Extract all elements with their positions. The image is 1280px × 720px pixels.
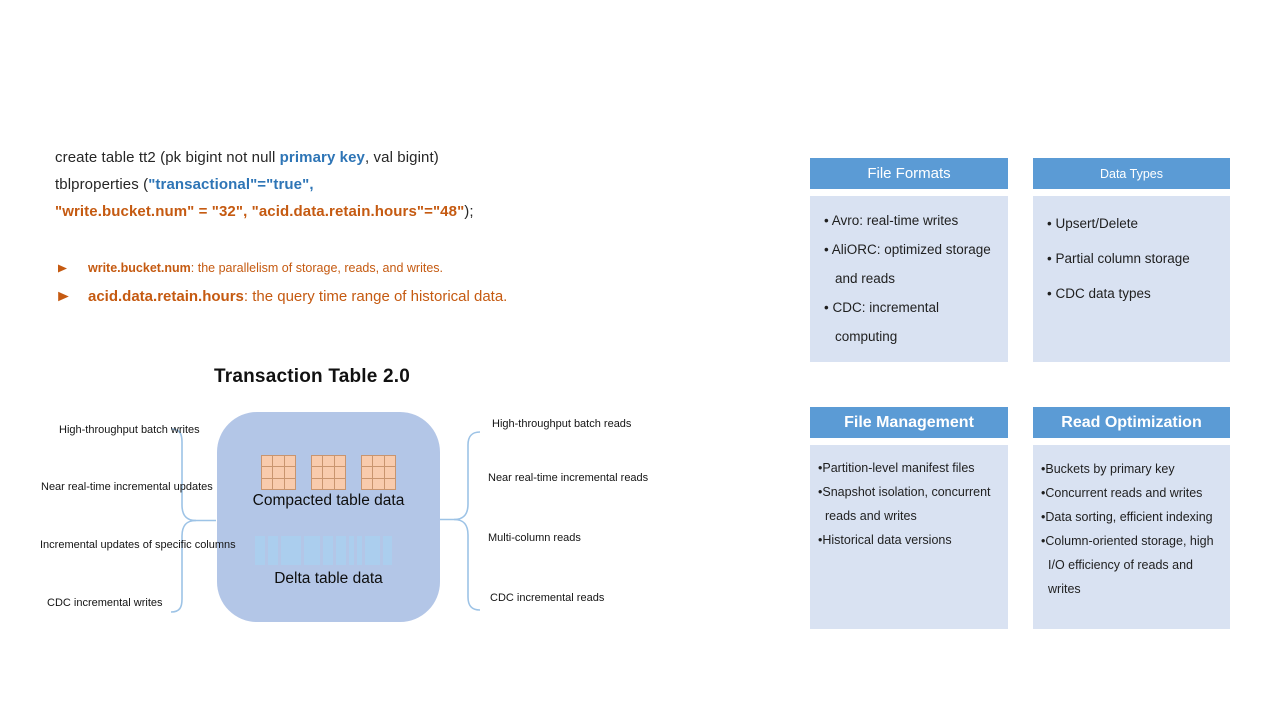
panel-body — [810, 445, 1008, 629]
grid-cell — [312, 467, 322, 477]
panel-file-management — [810, 407, 1008, 629]
delta-bar — [268, 536, 278, 565]
panel-body — [1033, 196, 1230, 362]
grid-cell — [385, 467, 395, 477]
grid-cell — [323, 467, 333, 477]
note-term: acid.data.retain.hours — [88, 288, 244, 305]
grid-cell — [362, 456, 372, 466]
panel-title: Data Types — [1033, 158, 1230, 189]
grid-cell — [373, 479, 383, 489]
panel-item: • Upsert/Delete — [1047, 216, 1139, 231]
compacted-label: Compacted table data — [252, 492, 405, 509]
code-block — [55, 144, 615, 225]
right-brace-icon — [440, 432, 480, 610]
delta-bar — [365, 536, 380, 565]
panel-item: •Data sorting, efficient indexing — [1041, 510, 1213, 524]
code-segment: ); — [464, 203, 474, 220]
panel-item: • AliORC: optimized storage and reads — [824, 242, 991, 286]
delta-bar — [349, 536, 354, 565]
grid-cell — [335, 467, 345, 477]
panel-title: File Management — [810, 407, 1008, 438]
panel-read-optimization — [1033, 407, 1230, 629]
code-line — [55, 144, 615, 171]
grid-cell — [273, 467, 283, 477]
panel-body — [1033, 445, 1230, 629]
panel-item: •Snapshot isolation, concurrent reads and writes — [818, 485, 991, 523]
panel-item: • CDC: incremental computing — [824, 300, 940, 344]
panel-item: • CDC data types — [1047, 286, 1151, 301]
left-label-specific-columns: Incremental updates of specific columns — [40, 539, 236, 551]
note-desc: : the parallelism of storage, reads, and writes. — [190, 261, 444, 275]
diagram-title: Transaction Table 2.0 — [214, 366, 411, 387]
data-file-grid-icon — [311, 455, 346, 490]
delta-bar — [281, 536, 301, 565]
left-brace-icon — [171, 429, 216, 612]
grid-cell — [285, 479, 295, 489]
delta-bar — [323, 536, 333, 565]
panel-file-formats — [810, 158, 1008, 362]
right-label-cdc-reads: CDC incremental reads — [490, 592, 605, 604]
notes-list — [57, 260, 507, 308]
panel-title: Read Optimization — [1033, 407, 1230, 438]
delta-bar — [336, 536, 346, 565]
code-line — [55, 198, 615, 225]
data-file-grid-icon — [261, 455, 296, 490]
note-term: write.bucket.num — [88, 261, 191, 275]
grid-cell — [373, 456, 383, 466]
grid-cell — [385, 479, 395, 489]
right-label-multi-column-reads: Multi-column reads — [488, 532, 581, 544]
panel-item: •Column-oriented storage, high I/O efficiency of reads and writes — [1041, 534, 1214, 596]
grid-cell — [285, 456, 295, 466]
delta-bar — [383, 536, 392, 565]
panel-item: • Avro: real-time writes — [824, 213, 959, 228]
delta-bar — [255, 536, 265, 565]
delta-bar — [357, 536, 362, 565]
grid-cell — [385, 456, 395, 466]
grid-cell — [362, 479, 372, 489]
grid-cell — [362, 467, 372, 477]
grid-cell — [373, 467, 383, 477]
panel-title: File Formats — [810, 158, 1008, 189]
delta-bars — [255, 536, 392, 565]
grid-cell — [285, 467, 295, 477]
panel-item: • Partial column storage — [1047, 251, 1190, 266]
grid-cell — [273, 456, 283, 466]
right-label-batch-reads: High-throughput batch reads — [492, 418, 632, 430]
note-item — [57, 287, 507, 308]
note-text — [88, 260, 443, 276]
note-desc: : the query time range of historical data. — [243, 288, 508, 305]
data-file-grid-icon — [361, 455, 396, 490]
note-item — [57, 260, 507, 278]
panel-item: •Buckets by primary key — [1041, 462, 1175, 476]
left-label-batch-writes: High-throughput batch writes — [59, 424, 200, 436]
right-label-incremental-reads: Near real-time incremental reads — [488, 472, 649, 484]
compacted-grids — [217, 455, 440, 490]
code-segment: create table tt2 (pk bigint not null — [55, 149, 280, 166]
panel-body — [810, 196, 1008, 362]
grid-cell — [262, 456, 272, 466]
grid-cell — [323, 479, 333, 489]
grid-cell — [335, 456, 345, 466]
code-segment: tblproperties ( — [55, 176, 149, 193]
grid-cell — [323, 456, 333, 466]
code-segment: "transactional"="true", — [148, 176, 314, 193]
delta-bar — [304, 536, 320, 565]
grid-cell — [312, 456, 322, 466]
grid-cell — [335, 479, 345, 489]
grid-cell — [262, 479, 272, 489]
grid-cell — [262, 467, 272, 477]
transaction-table-box — [217, 412, 440, 622]
left-label-cdc-writes: CDC incremental writes — [47, 597, 163, 609]
arrow-bullet-icon — [57, 260, 88, 278]
panel-data-types — [1033, 158, 1230, 362]
arrow-bullet-icon — [57, 287, 88, 308]
code-line — [55, 171, 615, 198]
note-text — [88, 287, 507, 306]
code-segment: , val bigint) — [365, 149, 439, 166]
code-segment: primary key — [279, 149, 365, 166]
delta-label: Delta table data — [274, 570, 383, 587]
panel-item: •Concurrent reads and writes — [1041, 486, 1203, 500]
panel-item: •Historical data versions — [818, 533, 952, 547]
left-label-incremental-updates: Near real-time incremental updates — [41, 481, 213, 493]
grid-cell — [273, 479, 283, 489]
grid-cell — [312, 479, 322, 489]
panel-item: •Partition-level manifest files — [818, 461, 975, 475]
code-segment: "write.bucket.num" = "32", "acid.data.retain.hours"="48" — [55, 203, 465, 220]
